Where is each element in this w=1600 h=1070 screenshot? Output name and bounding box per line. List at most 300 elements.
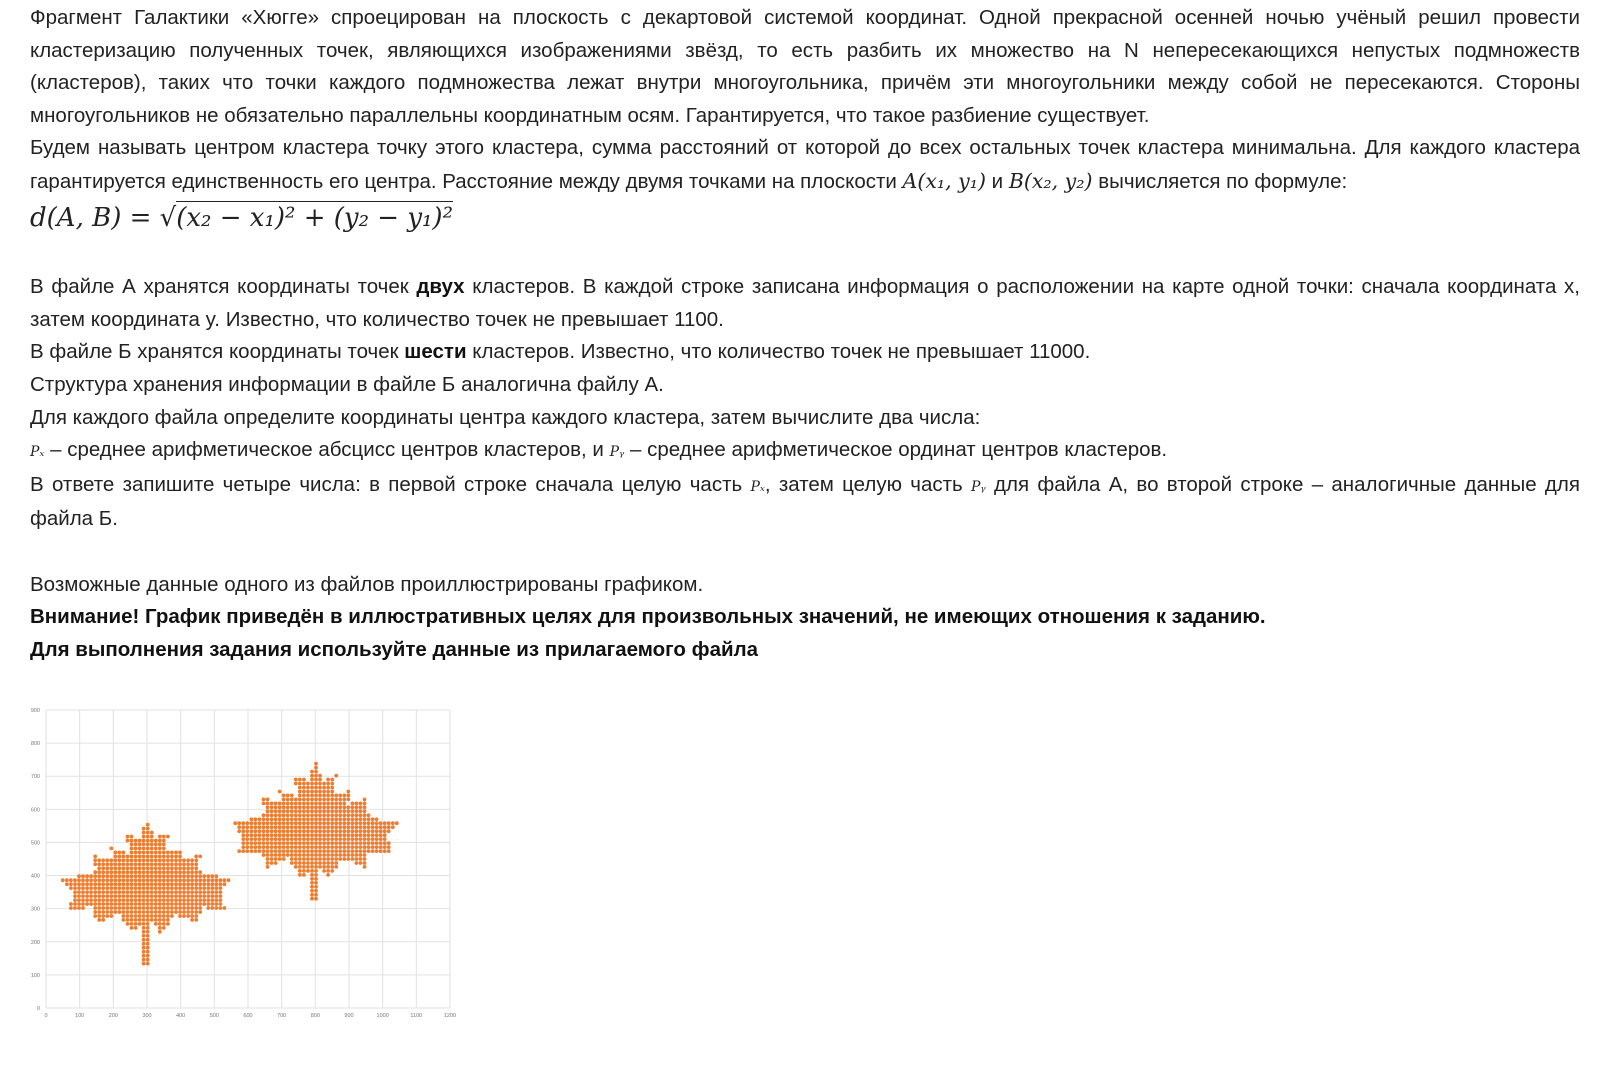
data-point [105,874,109,878]
data-point [134,843,138,847]
data-point [355,853,359,857]
data-point [219,890,223,894]
data-point [318,833,322,837]
data-point [158,890,162,894]
data-point [298,829,302,833]
data-point [130,858,134,862]
data-point [105,906,109,910]
data-point [118,858,122,862]
data-point [322,833,326,837]
data-point [351,825,355,829]
data-point [318,802,322,806]
data-point [346,794,350,798]
data-point [97,874,101,878]
data-point [375,825,379,829]
data-point [290,841,294,845]
data-point [359,809,363,813]
data-point [77,882,81,886]
data-point [190,886,194,890]
data-point [126,862,130,866]
data-point [206,906,210,910]
data-point [318,778,322,782]
data-point [146,938,150,942]
data-point [114,898,118,902]
data-point [101,874,105,878]
data-point [134,847,138,851]
data-point [274,861,278,865]
data-point [241,849,245,853]
warning-line-2 [30,634,1580,667]
data-point [262,817,266,821]
data-point [134,839,138,843]
data-point [314,798,318,802]
y-tick-label: 500 [30,840,40,847]
data-point [282,841,286,845]
data-point [134,870,138,874]
data-point [158,906,162,910]
data-point [97,890,101,894]
data-point [89,874,93,878]
data-point [138,874,142,878]
data-point [142,886,146,890]
data-point [166,914,170,918]
data-point [258,829,262,833]
data-point [105,866,109,870]
data-point [182,886,186,890]
data-point [158,835,162,839]
y-tick-label: 900 [30,708,40,714]
data-point [182,894,186,898]
data-point [262,837,266,841]
data-point [122,894,126,898]
data-point [258,833,262,837]
data-point [142,866,146,870]
data-point [166,862,170,866]
data-point [298,873,302,877]
data-point [122,890,126,894]
data-point [241,829,245,833]
data-point [154,858,158,862]
data-point [114,890,118,894]
data-point [150,890,154,894]
data-point [359,853,363,857]
data-point [351,849,355,853]
data-point [170,858,174,862]
data-point [322,794,326,798]
data-point [146,855,150,859]
data-point [142,835,146,839]
data-point [379,845,383,849]
data-point [73,902,77,906]
data-point [105,914,109,918]
data-point [274,845,278,849]
data-point [146,914,150,918]
data-point [61,878,65,882]
data-point [363,817,367,821]
data-point [93,906,97,910]
data-point [314,837,318,841]
data-point [306,869,310,873]
data-point [150,870,154,874]
data-point [326,841,330,845]
data-point [178,914,182,918]
data-point [77,894,81,898]
data-point [278,829,282,833]
data-point [237,849,241,853]
data-point [355,825,359,829]
data-point [109,894,113,898]
data-point [359,833,363,837]
data-point [342,805,346,809]
data-point [174,882,178,886]
data-point [215,890,219,894]
data-point [363,853,367,857]
data-point [190,862,194,866]
data-point [130,839,134,843]
data-point [182,862,186,866]
paragraph-intro: Фрагмент Галактики «Хюгге» спроецирован на плоскость с декартовой системой координат. Одной прекрасной осенней ночью учёный решил провести кластеризацию полученных точек, являющихся изображениями звёзд, то есть разбить их множество на N непересекающихся непустых подмножеств (кластеров), таких что точки каждого подмножества лежат внутри многоугольника, причём эти многоугольники между собой не пересекаются. Стороны многоугольников не обязательно параллельны координатным осям. Гарантируется, что такое разбиение существует. [30,6,1580,127]
data-point [85,878,89,882]
warning-text-1: Внимание! График приведён в иллюстративных целях для произвольных значений, не имеющих отношения к заданию. [30,605,1266,629]
data-point [351,853,355,857]
data-point [122,851,126,855]
data-point [174,862,178,866]
data-point [245,837,249,841]
data-point [330,853,334,857]
data-point [146,858,150,862]
px-symbol-2: Pₓ [750,478,765,495]
x-tick-label: 1100 [410,1013,423,1019]
data-point [101,918,105,922]
data-point [130,886,134,890]
data-point [146,898,150,902]
data-point [138,878,142,882]
data-point [314,805,318,809]
data-point [342,845,346,849]
data-point [290,813,294,817]
data-point [395,821,399,825]
paragraph-compute: Для каждого файла определите координаты центра каждого кластера, затем вычислите два числа: [30,405,981,429]
data-point [154,914,158,918]
data-point [310,805,314,809]
data-point [69,886,73,890]
data-point [138,855,142,859]
data-point [302,805,306,809]
data-point [215,882,219,886]
data-point [262,813,266,817]
data-point [130,890,134,894]
data-point [262,833,266,837]
data-point [138,906,142,910]
x-tick-label: 0 [44,1013,48,1019]
data-point [134,878,138,882]
data-point [254,837,258,841]
data-point [237,821,241,825]
data-point [142,843,146,847]
data-point [250,829,254,833]
data-point [142,950,146,954]
data-point [174,902,178,906]
data-point [334,817,338,821]
data-point [318,813,322,817]
data-point [146,862,150,866]
data-point [158,898,162,902]
data-point [290,825,294,829]
data-point [318,821,322,825]
data-point [134,906,138,910]
data-point [178,855,182,859]
data-point [170,914,174,918]
data-point [198,898,202,902]
data-point [387,821,391,825]
data-point [122,918,126,922]
data-point [290,798,294,802]
data-point [318,845,322,849]
data-point [359,861,363,865]
data-point [342,829,346,833]
data-point [150,898,154,902]
data-point [342,849,346,853]
data-point [134,882,138,886]
data-point [126,855,130,859]
data-point [286,829,290,833]
data-point [126,906,130,910]
data-point [314,774,318,778]
data-point [142,934,146,938]
data-point [363,845,367,849]
data-point [371,845,375,849]
data-point [363,841,367,845]
data-point [371,849,375,853]
data-point [122,898,126,902]
x-tick-label: 500 [209,1013,219,1019]
data-point [170,902,174,906]
data-point [367,821,371,825]
y-tick-label: 400 [30,873,40,880]
data-point [355,841,359,845]
data-point [194,855,198,859]
data-point [330,861,334,865]
data-point [130,855,134,859]
data-point [162,922,166,926]
data-point [314,841,318,845]
data-point [351,805,355,809]
data-point [254,845,258,849]
data-point [290,833,294,837]
data-point [206,890,210,894]
data-point [118,894,122,898]
data-point [338,833,342,837]
data-point [306,805,310,809]
data-point [282,798,286,802]
data-point [286,845,290,849]
data-point [351,813,355,817]
data-point [266,857,270,861]
data-point [342,817,346,821]
data-point [202,894,206,898]
data-point [282,833,286,837]
data-point [270,841,274,845]
data-point [126,890,130,894]
data-point [298,825,302,829]
data-point [266,861,270,865]
x-tick-label: 1200 [443,1013,457,1019]
data-point [146,926,150,930]
data-point [375,841,379,845]
data-point [114,910,118,914]
data-point [314,881,318,885]
data-point [290,794,294,798]
data-point [383,821,387,825]
data-point [186,894,190,898]
file-a-text: В файле А хранятся координаты точек [30,275,409,299]
data-point [89,878,93,882]
data-point [114,906,118,910]
data-point [363,829,367,833]
data-point [334,857,338,861]
data-point [282,853,286,857]
data-point [270,802,274,806]
data-point [73,894,77,898]
data-point [306,857,310,861]
data-point [146,910,150,914]
data-point [162,866,166,870]
data-point [118,882,122,886]
data-point [158,914,162,918]
data-point [109,858,113,862]
data-point [182,858,186,862]
data-point [162,870,166,874]
data-point [338,853,342,857]
data-point [282,857,286,861]
data-point [219,898,223,902]
data-point [290,857,294,861]
data-point [314,770,318,774]
x-tick-label: 400 [176,1013,186,1019]
data-point [138,902,142,906]
data-point [330,849,334,853]
data-point [379,833,383,837]
data-point [93,874,97,878]
data-point [338,857,342,861]
data-point [158,847,162,851]
point-b: B(x₂, y₂) [1008,168,1093,193]
data-point [290,837,294,841]
data-point [126,918,130,922]
data-point [162,898,166,902]
data-point [85,890,89,894]
data-point [190,874,194,878]
data-point [334,813,338,817]
data-point [162,858,166,862]
data-point [334,794,338,798]
data-point [318,841,322,845]
data-point [170,855,174,859]
data-point [142,958,146,962]
data-point [146,930,150,934]
data-point [326,802,330,806]
data-point [142,942,146,946]
data-point [314,877,318,881]
data-point [138,847,142,851]
data-point [162,855,166,859]
data-point [146,962,150,966]
data-point [306,829,310,833]
data-point [134,910,138,914]
data-point [314,869,318,873]
py-symbol-2: Pᵧ [971,478,986,495]
data-point [290,853,294,857]
data-point [330,802,334,806]
data-point [146,866,150,870]
data-point [210,890,214,894]
data-point [326,790,330,794]
data-point [162,914,166,918]
data-point [298,821,302,825]
data-point [194,862,198,866]
data-point [294,841,298,845]
data-point [330,813,334,817]
data-point [130,902,134,906]
data-point [166,894,170,898]
data-point [85,882,89,886]
data-point [314,786,318,790]
data-point [93,886,97,890]
data-point [166,851,170,855]
data-point [215,874,219,878]
data-point [363,809,367,813]
data-point [146,946,150,950]
data-point [302,790,306,794]
data-point [85,902,89,906]
data-point [342,794,346,798]
data-point [298,833,302,837]
data-point [367,837,371,841]
data-point [69,902,73,906]
data-point [302,782,306,786]
data-point [326,794,330,798]
data-point [150,855,154,859]
data-point [162,882,166,886]
data-point [298,778,302,782]
data-point [310,897,314,901]
data-point [77,890,81,894]
x-tick-label: 300 [142,1013,152,1019]
data-point [109,878,113,882]
data-point [126,886,130,890]
data-point [274,821,278,825]
data-point [314,802,318,806]
data-point [330,841,334,845]
data-point [178,890,182,894]
data-point [142,918,146,922]
data-point [118,874,122,878]
data-point [138,843,142,847]
data-point [318,786,322,790]
data-point [254,849,258,853]
data-point [326,833,330,837]
data-point [274,857,278,861]
data-point [166,890,170,894]
data-point [250,833,254,837]
data-point [118,886,122,890]
data-point [109,862,113,866]
data-point [182,890,186,894]
data-point [178,870,182,874]
data-point [266,833,270,837]
data-point [237,825,241,829]
data-point [278,790,282,794]
